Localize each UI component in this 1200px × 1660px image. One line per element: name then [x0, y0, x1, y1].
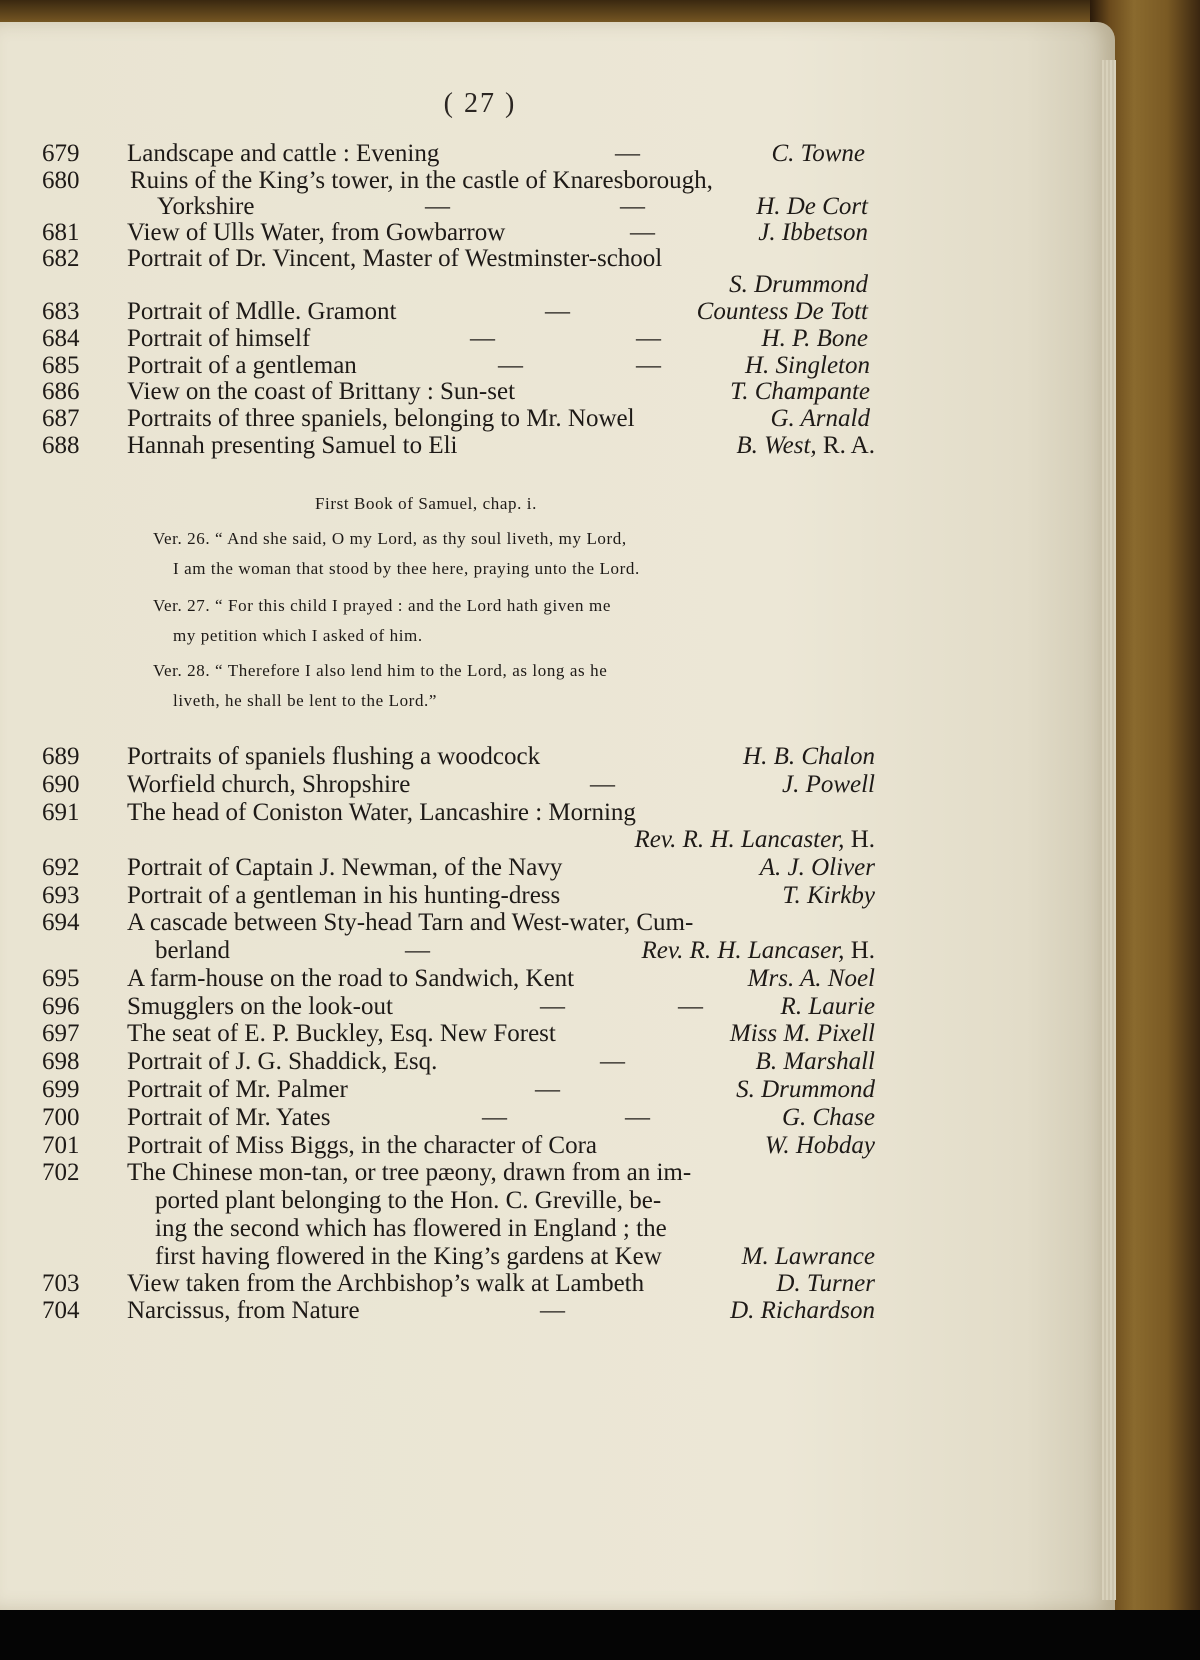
verse-line: I am the woman that stood by thee here, praying unto the Lord.: [173, 559, 640, 578]
entry-title-continued: berland: [155, 937, 230, 964]
list-item: [0, 1020, 1100, 1048]
list-item: [0, 432, 1100, 460]
list-item: [0, 882, 1100, 910]
dash: —: [620, 193, 645, 220]
entry-artist: A. J. Oliver: [759, 854, 875, 881]
entry-title: Worfield church, Shropshire: [127, 771, 411, 798]
list-item: [0, 771, 1100, 799]
entry-artist: Miss M. Pixell: [729, 1020, 875, 1047]
dash: —: [482, 1104, 507, 1131]
list-item: [0, 1104, 1100, 1132]
entry-number: 680: [42, 167, 80, 194]
page-number: ( 27 ): [443, 88, 517, 119]
dash: —: [425, 193, 450, 220]
entry-number: 681: [42, 219, 80, 246]
entry-artist: T. Kirkby: [782, 882, 875, 909]
entry-number: 704: [42, 1297, 80, 1324]
entry-title-continued: ing the second which has flowered in England ; the: [155, 1215, 667, 1242]
entry-title: The seat of E. P. Buckley, Esq. New Forest: [127, 1020, 556, 1047]
entry-title: Portraits of spaniels flushing a woodcock: [127, 743, 541, 770]
list-item: [0, 799, 1100, 827]
entry-artist: W. Hobday: [764, 1132, 875, 1159]
dash: —: [636, 325, 661, 352]
dash: —: [540, 1297, 565, 1324]
artist-name: Rev. R. H. Lancaster,: [634, 826, 845, 853]
entry-title: Portrait of J. G. Shaddick, Esq.: [127, 1048, 438, 1075]
list-item: [0, 1048, 1100, 1076]
entry-title: View taken from the Archbishop’s walk at Lambeth: [127, 1270, 645, 1297]
entry-number: 692: [42, 854, 80, 881]
list-item: [0, 965, 1100, 993]
list-item: [0, 743, 1100, 771]
entry-number: 683: [42, 298, 80, 325]
entry-title-continued: ported plant belonging to the Hon. C. Greville, be-: [155, 1187, 662, 1214]
list-item: [0, 1132, 1100, 1160]
entry-artist: Countess De Tott: [696, 298, 868, 325]
dash: —: [630, 219, 655, 246]
list-item: [0, 1270, 1100, 1298]
entry-title: Portrait of Miss Biggs, in the character of Cora: [127, 1132, 598, 1159]
entry-number: 679: [42, 140, 80, 167]
list-item: [0, 405, 1100, 433]
entry-artist: C. Towne: [771, 140, 865, 167]
entry-title: The Chinese mon-tan, or tree pæony, drawn from an im-: [127, 1159, 692, 1186]
quotation-heading: First Book of Samuel, chap. i.: [315, 494, 537, 513]
entry-artist: T. Champante: [730, 378, 870, 405]
entry-artist: [736, 432, 875, 460]
list-item: [0, 167, 1100, 195]
verse-line: my petition which I asked of him.: [173, 626, 423, 645]
dash: —: [636, 352, 661, 379]
entry-number: 698: [42, 1048, 80, 1075]
entry-artist: H. B. Chalon: [743, 743, 875, 770]
dash: —: [545, 298, 570, 325]
artist-name: B. West,: [736, 432, 817, 459]
entry-title-continued: first having flowered in the King’s gardens at Kew: [155, 1243, 662, 1270]
verse-line: Ver. 28. “ Therefore I also lend him to the Lord, as long as he: [153, 661, 608, 680]
artist-suffix: H.: [844, 826, 875, 853]
dash: —: [540, 993, 565, 1020]
entry-title: Portraits of three spaniels, belonging to Mr. Nowel: [127, 405, 635, 432]
dash: —: [625, 1104, 650, 1131]
entry-number: 686: [42, 378, 80, 405]
entry-title: Narcissus, from Nature: [127, 1297, 360, 1324]
entry-number: 694: [42, 909, 80, 936]
page-edges: [1102, 60, 1116, 1600]
entry-title: Portrait of Mr. Yates: [127, 1104, 331, 1131]
artist-name: Rev. R. H. Lancaser,: [641, 937, 845, 964]
entry-title: Portrait of Mr. Palmer: [127, 1076, 348, 1103]
list-item: [0, 1297, 1100, 1325]
entry-artist: D. Richardson: [730, 1297, 875, 1324]
dash: —: [405, 937, 430, 964]
entry-artist: B. Marshall: [755, 1048, 875, 1075]
entry-artist: G. Chase: [781, 1104, 875, 1131]
entry-title: Portrait of a gentleman in his hunting-dress: [127, 882, 561, 909]
verse-line: liveth, he shall be lent to the Lord.”: [173, 691, 438, 710]
entry-title: The head of Coniston Water, Lancashire : Morning: [127, 799, 636, 826]
dash: —: [470, 325, 495, 352]
entry-number: 693: [42, 882, 80, 909]
entry-artist: H. P. Bone: [761, 325, 868, 352]
entry-number: 700: [42, 1104, 80, 1131]
entry-title: View on the coast of Brittany : Sun-set: [127, 378, 516, 405]
dash: —: [615, 140, 640, 167]
list-item: [0, 909, 1100, 937]
entry-artist: H. Singleton: [745, 352, 870, 379]
entry-artist: [641, 937, 875, 965]
entry-artist: [635, 826, 875, 854]
entry-number: 695: [42, 965, 80, 992]
entry-title: Portrait of Dr. Vincent, Master of Westminster-school: [127, 245, 663, 272]
entry-artist: D. Turner: [776, 1270, 875, 1297]
entry-artist: S. Drummond: [736, 1076, 875, 1103]
entry-number: 696: [42, 993, 80, 1020]
entry-number: 682: [42, 245, 80, 272]
entry-number: 687: [42, 405, 80, 432]
entry-title: A cascade between Sty-head Tarn and West-water, Cum-: [127, 909, 694, 936]
entry-title: Hannah presenting Samuel to Eli: [127, 432, 458, 459]
entry-title: Portrait of Captain J. Newman, of the Navy: [127, 854, 563, 881]
list-item: [0, 854, 1100, 882]
entry-number: 689: [42, 743, 80, 770]
list-item: [0, 352, 1100, 380]
entry-number: 690: [42, 771, 80, 798]
artist-suffix: H.: [844, 937, 875, 964]
entry-title: A farm-house on the road to Sandwich, Kent: [127, 965, 575, 992]
list-item-continuation: [0, 193, 1100, 221]
dash: —: [535, 1076, 560, 1103]
entry-title-continued: Yorkshire: [157, 193, 255, 220]
entry-title: Portrait of a gentleman: [127, 352, 357, 379]
entry-title: Ruins of the King’s tower, in the castle of Knaresborough,: [130, 167, 713, 194]
entry-number: 691: [42, 799, 80, 826]
list-item-continuation: [0, 826, 1100, 854]
entry-artist: G. Arnald: [770, 405, 870, 432]
entry-artist: Mrs. A. Noel: [747, 965, 875, 992]
entry-title: Landscape and cattle : Evening: [127, 140, 440, 167]
list-item: [0, 298, 1100, 326]
list-item: [0, 140, 1100, 168]
list-item: [0, 378, 1100, 406]
list-item: [0, 1076, 1100, 1104]
dash: —: [590, 771, 615, 798]
verse-line: Ver. 26. “ And she said, O my Lord, as thy soul liveth, my Lord,: [153, 529, 627, 548]
list-item-continuation: [0, 1215, 1100, 1243]
list-item-continuation: [0, 937, 1100, 965]
entry-artist: H. De Cort: [756, 193, 868, 220]
dash: —: [678, 993, 703, 1020]
entry-artist: J. Ibbetson: [758, 219, 868, 246]
list-item: [0, 219, 1100, 247]
entry-number: 685: [42, 352, 80, 379]
list-item-continuation: [0, 271, 1100, 299]
list-item-continuation: [0, 1187, 1100, 1215]
list-item: [0, 245, 1100, 273]
artist-suffix: R. A.: [816, 432, 875, 459]
entry-number: 697: [42, 1020, 80, 1047]
entry-title: Smugglers on the look-out: [127, 993, 393, 1020]
dash: —: [498, 352, 523, 379]
entry-artist: S. Drummond: [729, 271, 868, 298]
entry-title: View of Ulls Water, from Gowbarrow: [127, 219, 506, 246]
list-item: [0, 1159, 1100, 1187]
entry-artist: M. Lawrance: [741, 1243, 875, 1270]
entry-artist: R. Laurie: [780, 993, 875, 1020]
entry-number: 702: [42, 1159, 80, 1186]
entry-title: Portrait of himself: [127, 325, 311, 352]
entry-number: 703: [42, 1270, 80, 1297]
list-item: [0, 993, 1100, 1021]
entry-number: 684: [42, 325, 80, 352]
entry-number: 701: [42, 1132, 80, 1159]
entry-title: Portrait of Mdlle. Gramont: [127, 298, 397, 325]
entry-number: 688: [42, 432, 80, 459]
entry-artist: J. Powell: [781, 771, 875, 798]
dash: —: [600, 1048, 625, 1075]
verse-line: Ver. 27. “ For this child I prayed : and the Lord hath given me: [153, 596, 611, 615]
list-item: [0, 325, 1100, 353]
entry-number: 699: [42, 1076, 80, 1103]
list-item-continuation: [0, 1243, 1100, 1271]
